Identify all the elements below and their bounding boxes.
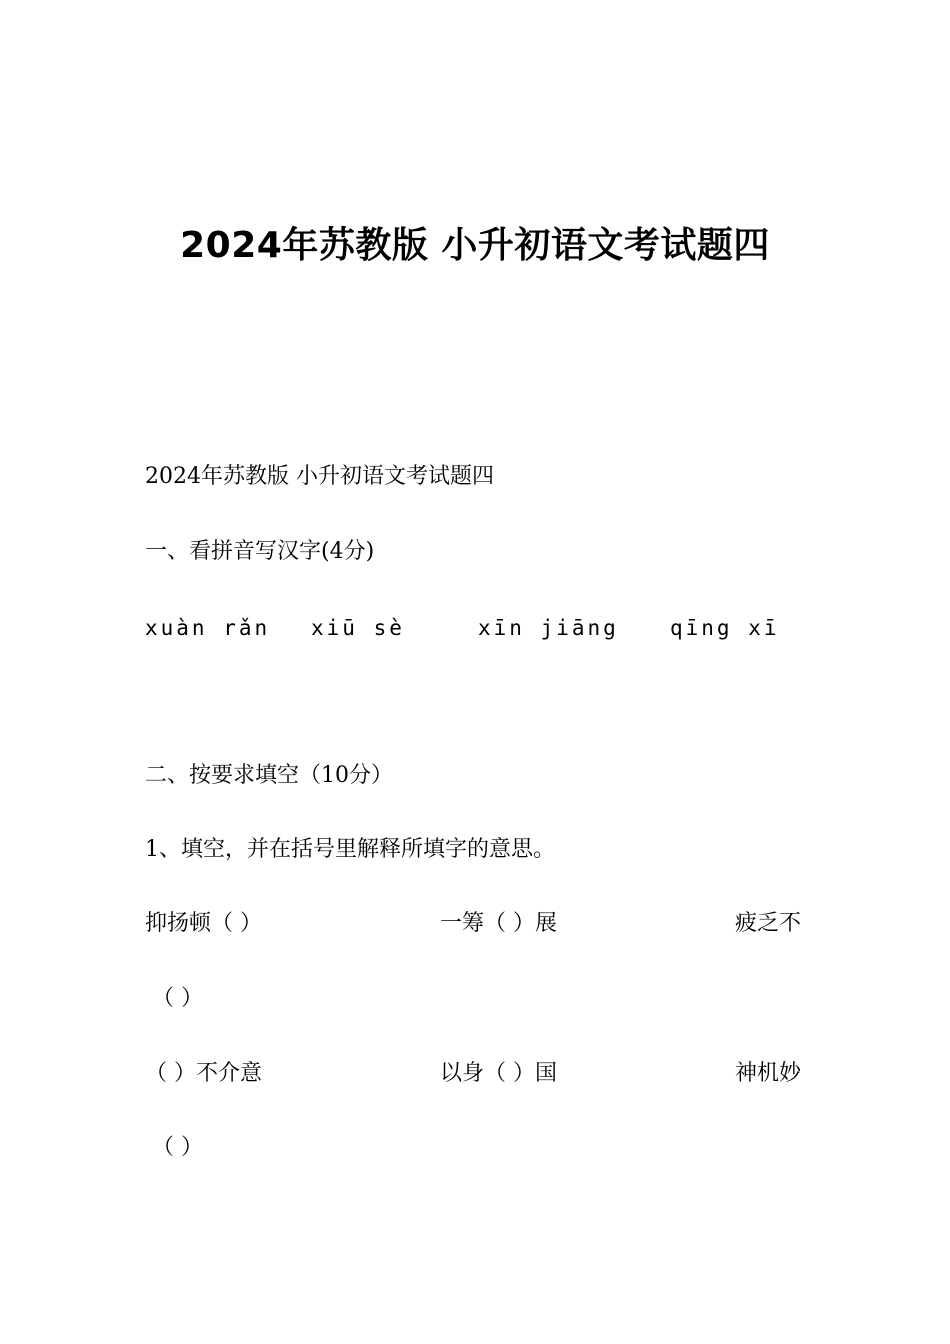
document-title: 2024年苏教版 小升初语文考试题四 — [180, 225, 770, 266]
section2-heading: 二、按要求填空（10分） — [145, 763, 393, 788]
fill-blank-item: 抑扬顿（ ） — [145, 911, 262, 936]
document-subtitle: 2024年苏教版 小升初语文考试题四 — [145, 464, 494, 489]
fill-blank-item: 以身（ ）国 — [440, 1061, 557, 1086]
pinyin-item: xuàn rǎn — [145, 616, 271, 640]
fill-blank-row-2 — [145, 1059, 825, 1089]
fill-blank-continuation: （ ） — [152, 1135, 203, 1160]
pinyin-item: xīn jiāng — [478, 616, 619, 640]
fill-blank-item: 神机妙 — [735, 1061, 802, 1086]
fill-blank-item: 一筹（ ）展 — [440, 911, 557, 936]
pinyin-item: qīng xī — [670, 616, 780, 640]
question-1: 1、填空，并在括号里解释所填字的意思。 — [145, 837, 555, 862]
section1-heading: 一、看拼音写汉字(4分) — [145, 539, 375, 564]
pinyin-row — [145, 613, 825, 643]
pinyin-item: xiū sè — [311, 616, 405, 640]
fill-blank-continuation: （ ） — [152, 986, 203, 1011]
fill-blank-row-1 — [145, 909, 825, 939]
fill-blank-item: （ ）不介意 — [145, 1061, 262, 1086]
fill-blank-item: 疲乏不 — [735, 911, 802, 936]
